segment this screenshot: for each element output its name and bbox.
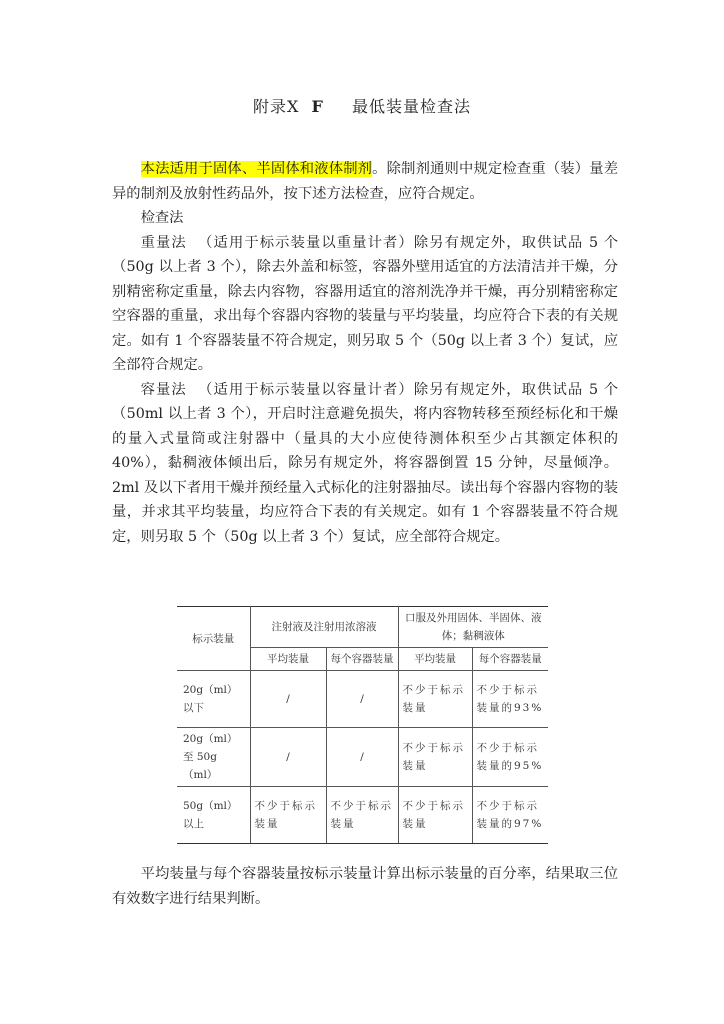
subheader-each: 每个容器装量: [472, 648, 548, 671]
subheader-avg: 平均装量: [398, 648, 472, 671]
cell-value: 不少于标示装量: [250, 787, 326, 844]
highlighted-scope: 本法适用于固体、半固体和液体制剂: [140, 161, 373, 177]
title-name: 最低装量检查法: [351, 97, 471, 116]
volume-method-paragraph: [112, 378, 618, 550]
header-oral-group: 口服及外用固体、半固体、液体；黏稠液体: [398, 607, 548, 648]
closing-paragraph: 平均装量与每个容器装量按标示装量计算出标示装量的百分率，结果取三位有效数字进行结果判断。: [112, 866, 618, 907]
table-row: [177, 728, 548, 787]
cell-value: 不少于标示装量的95%: [472, 728, 548, 787]
cell-value: /: [326, 728, 398, 787]
volume-method-label: 容量法: [140, 381, 187, 398]
section-heading: 检查法: [140, 210, 184, 226]
cell-value: 不少于标示装量的93%: [472, 671, 548, 728]
row-label: 20g（ml）以下: [177, 671, 250, 728]
intro-paragraph: [112, 157, 618, 206]
header-labeled-quantity: 标示装量: [177, 607, 250, 671]
table-row: [177, 787, 548, 844]
fill-quantity-table: [177, 606, 548, 844]
subheader-avg: 平均装量: [250, 648, 326, 671]
cell-value: 不少于标示装量: [398, 671, 472, 728]
cell-value: 不少于标示装量: [398, 787, 472, 844]
weight-method-text: （适用于标示装量以重量计者）除另有规定外，取供试品 5 个（50g 以上者 3 个），除去外盖和标签，容器外壁用适宜的方法清洁并干燥，分别精密称定重量，除去内容物，容器用适宜的溶剂洗净并干燥，再分别精密称定空容器的重量，求出每个容器内容物的装量与平均装量，均应符合下表的有关规定。如有 1 个容器装量不符合规定，则另取 5 个（50g 以上者 3 个）复试，应全部符合规定。: [112, 234, 619, 373]
weight-method-paragraph: [112, 231, 618, 378]
volume-method-text: （适用于标示装量以容量计者）除另有规定外，取供试品 5 个（50ml 以上者 3 个），开启时注意避免损失，将内容物转移至预经标化和干燥的量入式量筒或注射器中（量具的大小应使待测体积至少占其额定体积的 40%），黏稠液体倾出后，除另有规定外，将容器倒置 15 分钟，尽量倾净。2ml 及以下者用干燥并预经量入式标化的注射器抽尽。读出每个容器内容物的装量，并求其平均装量，均应符合下表的有关规定。如有 1 个容器装量不符合规定，则另取 5 个（50g 以上者 3 个）复试，应全部符合规定。: [112, 381, 619, 545]
table-row: [177, 671, 548, 728]
row-label: 50g（ml）以上: [177, 787, 250, 844]
closing-text: [112, 862, 618, 911]
intro-rest: 。除制剂通则中规定检查重（装）量差异的制剂及放射性药品外，按下述方法检查，应符合规定。: [112, 161, 619, 202]
title-prefix: 附录Ⅹ: [253, 97, 300, 116]
row-label: 20g（ml）至 50g（ml）: [177, 728, 250, 787]
cell-value: /: [326, 671, 398, 728]
cell-value: /: [250, 728, 326, 787]
weight-method-label: 重量法: [140, 234, 187, 251]
cell-value: /: [250, 671, 326, 728]
cell-value: 不少于标示装量的97%: [472, 787, 548, 844]
main-text: [112, 157, 618, 549]
cell-value: 不少于标示装量: [326, 787, 398, 844]
subheader-each: 每个容器装量: [326, 648, 398, 671]
header-injection-group: 注射液及注射用浓溶液: [250, 607, 398, 648]
page-title: [0, 94, 724, 117]
cell-value: 不少于标示装量: [398, 728, 472, 787]
title-code: F: [311, 97, 324, 116]
